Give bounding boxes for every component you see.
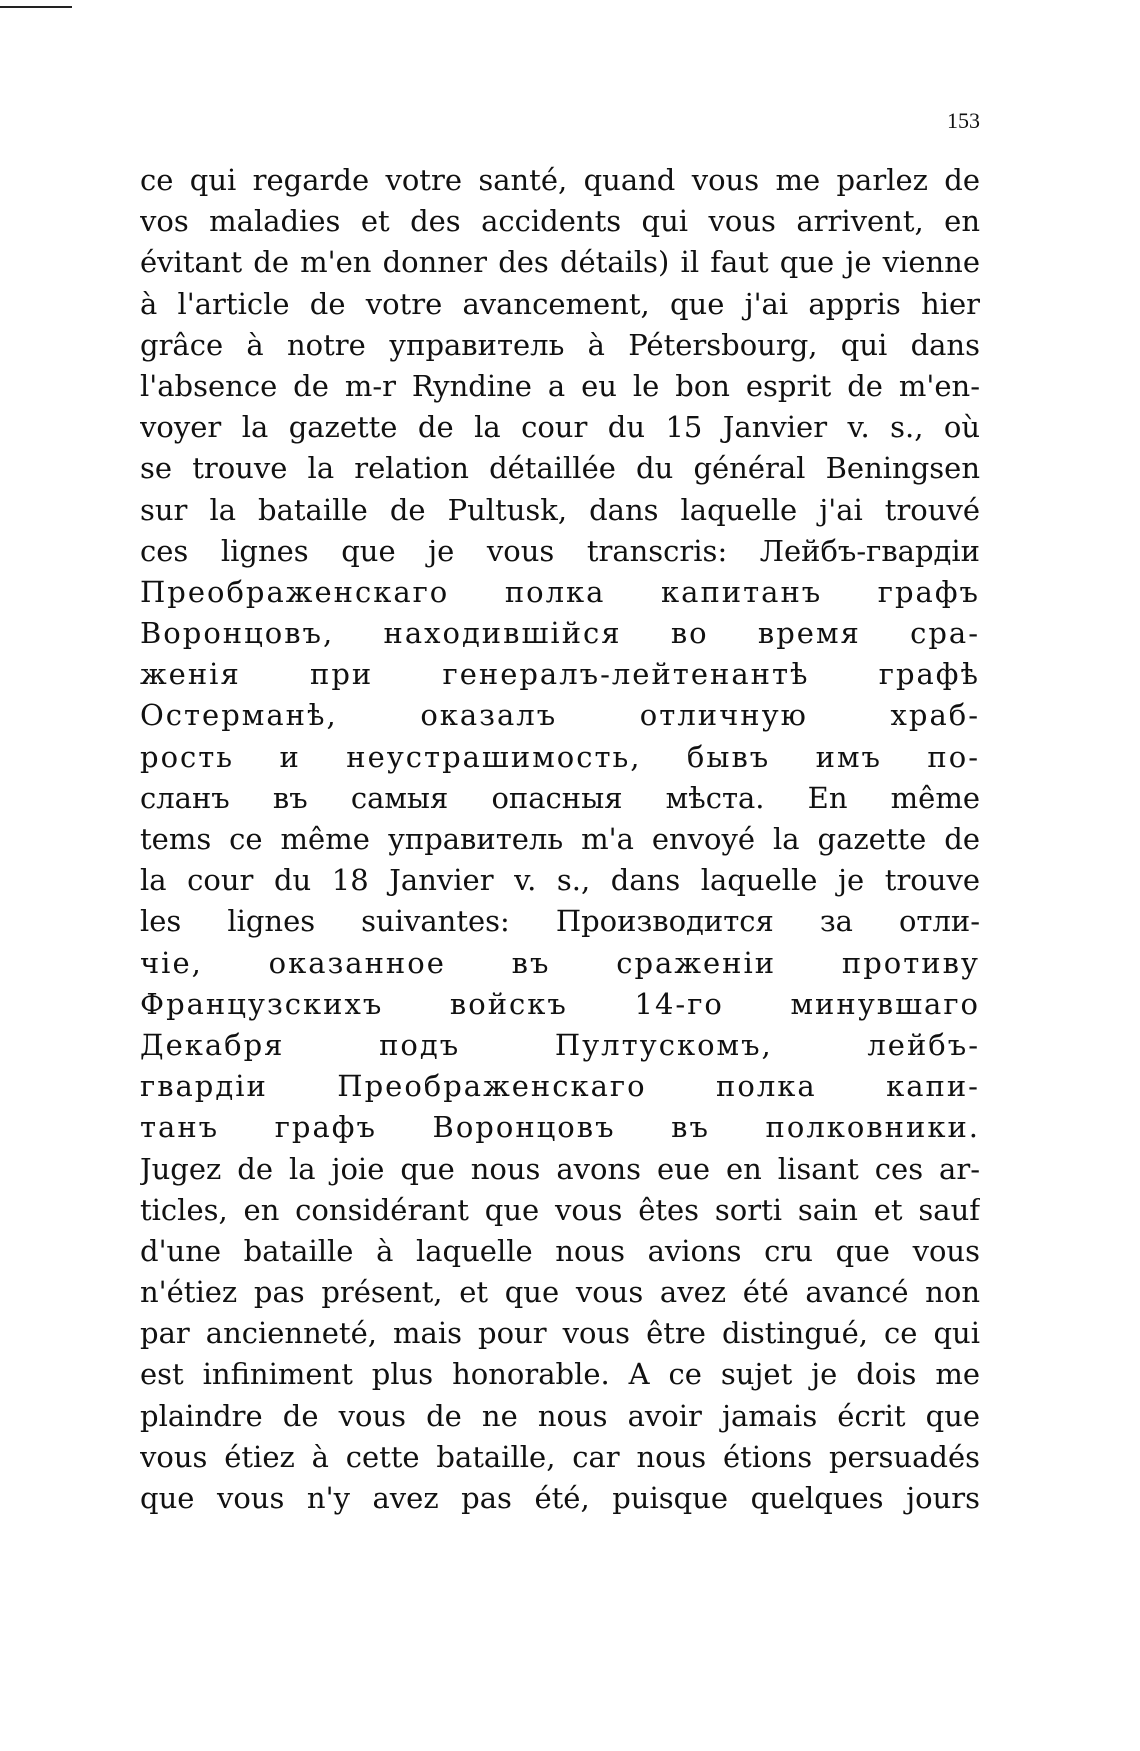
text-line: que vous n'y avez pas été, puisque quelques jours bbox=[140, 1481, 980, 1515]
body-text bbox=[140, 160, 980, 1519]
text-line: гвардіи Преображенскаго полка капи- bbox=[140, 1069, 980, 1104]
text-line: à l'article de votre avancement, que j'ai appris hier bbox=[140, 286, 980, 321]
text-line: Преображенскаго полка капитанъ графъ bbox=[140, 574, 980, 609]
text-line: vos maladies et des accidents qui vous arrivent, en bbox=[140, 204, 980, 239]
text-line: n'étiez pas présent, et que vous avez été avancé non bbox=[140, 1275, 980, 1310]
text-line: par ancienneté, mais pour vous être distingué, ce qui bbox=[140, 1316, 980, 1351]
text-line: les lignes suivantes: Производится за отли- bbox=[140, 904, 980, 939]
text-line: évitant de m'en donner des détails) il faut que je vienne bbox=[140, 245, 980, 280]
page-number: 153 bbox=[947, 108, 980, 133]
text-line: se trouve la relation détaillée du général Beningsen bbox=[140, 451, 980, 486]
text-line: tems ce même управитель m'a envoyé la gazette de bbox=[140, 822, 980, 856]
text-line: sur la bataille de Pultusk, dans laquelle j'ai trouvé bbox=[140, 492, 980, 527]
text-line: d'une bataille à laquelle nous avions cru que vous bbox=[140, 1233, 980, 1268]
text-line: Остерманѣ, оказалъ отличную храб- bbox=[140, 698, 980, 733]
text-line: Декабря подъ Пултускомъ, лейбъ- bbox=[140, 1027, 980, 1062]
text-line: ces lignes que je vous transcris: Лейбъ-гвардіи bbox=[140, 533, 980, 568]
text-line: grâce à notre управитель à Pétersbourg, qui dans bbox=[140, 327, 980, 362]
text-line: est infiniment plus honorable. A ce sujet je dois me bbox=[140, 1357, 980, 1392]
text-line: чіе, оказанное въ сраженіи противу bbox=[140, 945, 980, 980]
corner-rule bbox=[0, 6, 72, 8]
text-line: рость и неустрашимость, бывъ имъ по- bbox=[140, 739, 980, 774]
text-line: Воронцовъ, находившійся во время сра- bbox=[140, 616, 980, 651]
text-line: сланъ въ самыя опасныя мѣста. En même bbox=[140, 780, 980, 815]
text-line: voyer la gazette de la cour du 15 Janvier v. s., où bbox=[140, 410, 980, 445]
text-line: танъ графъ Воронцовъ въ полковники. bbox=[140, 1110, 980, 1145]
text-line: vous étiez à cette bataille, car nous étions persuadés bbox=[140, 1439, 980, 1474]
text-line: plaindre de vous de ne nous avoir jamais écrit que bbox=[140, 1398, 980, 1433]
text-line: женія при генералъ-лейтенантѣ графѣ bbox=[140, 657, 980, 692]
text-line: la cour du 18 Janvier v. s., dans laquelle je trouve bbox=[140, 863, 980, 898]
text-line: ticles, en considérant que vous êtes sorti sain et sauf bbox=[140, 1192, 980, 1227]
text-line: ce qui regarde votre santé, quand vous me parlez de bbox=[140, 163, 980, 197]
text-line: l'absence de m-r Ryndine a eu le bon esprit de m'en- bbox=[140, 368, 980, 403]
text-line: Jugez de la joie que nous avons eue en lisant ces ar- bbox=[140, 1151, 980, 1186]
text-line: Французскихъ войскъ 14-го минувшаго bbox=[140, 986, 980, 1021]
